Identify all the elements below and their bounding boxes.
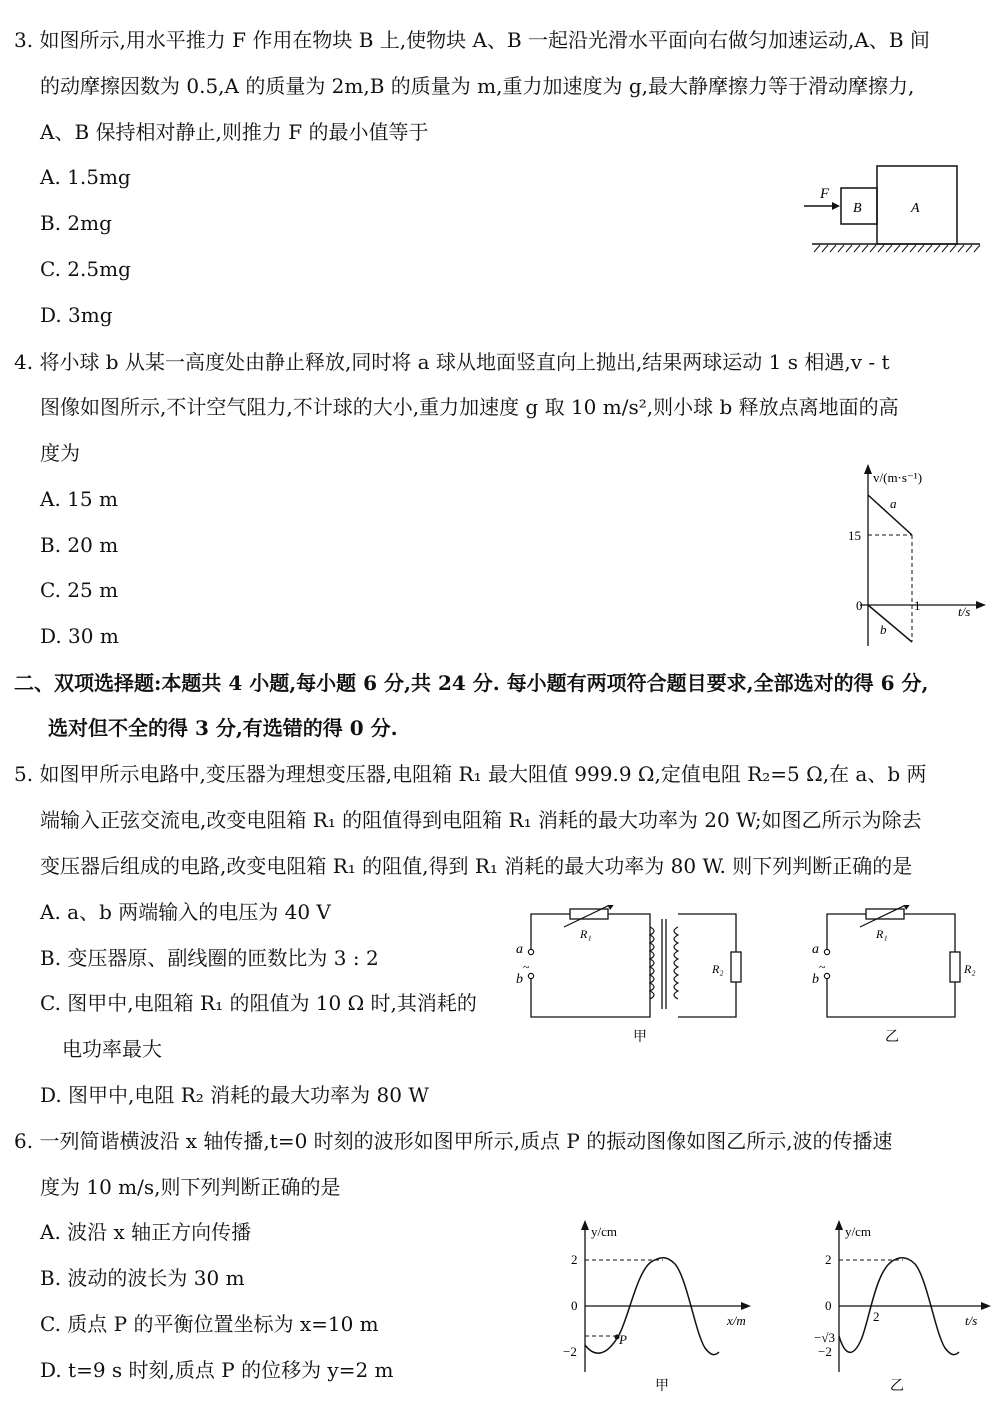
circuit-yi bbox=[812, 905, 976, 1045]
terminal-b bbox=[528, 973, 533, 978]
q4-option-a[interactable]: A. 15 m bbox=[40, 487, 118, 511]
jia-tick-2: 2 bbox=[571, 1252, 578, 1267]
q6-option-d[interactable]: D. t=9 s 时刻,质点 P 的位移为 y=2 m bbox=[40, 1358, 394, 1382]
resistor-box-r1 bbox=[570, 909, 608, 919]
r2-label-yi: R₂ bbox=[964, 962, 976, 976]
circuit-jia bbox=[516, 905, 741, 1045]
terminal-b-yi bbox=[824, 973, 829, 978]
yi-tick-2: 2 bbox=[825, 1252, 832, 1267]
q4-option-c[interactable]: C. 25 m bbox=[40, 578, 119, 602]
t-axis-label: t/s bbox=[958, 604, 971, 619]
q3-stem-line-1: 3. 如图所示,用水平推力 F 作用在物块 B 上,使物块 A、B 一起沿光滑水平面向右做匀加速运动,A、B 间 bbox=[14, 28, 930, 52]
q6-stem-line-1: 6. 一列简谐横波沿 x 轴传播,t=0 时刻的波形如图甲所示,质点 P 的振动图像如图乙所示,波的传播速 bbox=[14, 1129, 893, 1153]
r1-label: R₁ bbox=[580, 927, 592, 941]
q6-stem-line-2: 度为 10 m/s,则下列判断正确的是 bbox=[40, 1175, 341, 1199]
q4-stem-line-3: 度为 bbox=[40, 441, 80, 465]
q4-option-b[interactable]: B. 20 m bbox=[40, 533, 119, 557]
terminal-b-label-yi: b bbox=[812, 972, 819, 987]
yi-y-label: y/cm bbox=[845, 1224, 871, 1239]
resistor-box-r2-yi bbox=[950, 952, 960, 982]
line-b bbox=[868, 605, 912, 642]
ac-symbol-yi: ~ bbox=[819, 960, 826, 974]
q3-option-d[interactable]: D. 3mg bbox=[40, 303, 113, 327]
yi-tick-0: 0 bbox=[825, 1298, 832, 1313]
point-p-label: P bbox=[619, 1332, 627, 1347]
q5-option-c-continued: 电功率最大 bbox=[62, 1037, 162, 1061]
q3-option-a[interactable]: A. 1.5mg bbox=[40, 165, 131, 189]
caption-yi: 乙 bbox=[885, 1030, 899, 1045]
q6-option-b[interactable]: B. 波动的波长为 30 m bbox=[40, 1266, 245, 1290]
v-axis-label: v/(m·s⁻¹) bbox=[873, 470, 923, 485]
q6-option-a[interactable]: A. 波沿 x 轴正方向传播 bbox=[40, 1220, 252, 1244]
yi-tick-t2: 2 bbox=[873, 1309, 880, 1324]
q5-circuits-figure bbox=[500, 905, 985, 1050]
q3-stem-line-2: 的动摩擦因数为 0.5,A 的质量为 2m,B 的质量为 m,重力加速度为 g,最大静摩擦力等于滑动摩擦力, bbox=[40, 74, 915, 98]
q4-option-d[interactable]: D. 30 m bbox=[40, 624, 119, 648]
yi-tick-msqrt3: −√3 bbox=[814, 1330, 835, 1345]
q6-option-c[interactable]: C. 质点 P 的平衡位置坐标为 x=10 m bbox=[40, 1312, 379, 1336]
q5-option-b[interactable]: B. 变压器原、副线圈的匝数比为 3 : 2 bbox=[40, 946, 379, 970]
terminal-b-label: b bbox=[516, 972, 523, 987]
loop-yi bbox=[827, 914, 955, 1017]
wave-graph-jia bbox=[563, 1220, 751, 1394]
ground-hatching bbox=[814, 245, 980, 252]
resistor-box-r1-yi bbox=[866, 909, 904, 919]
q3-option-c[interactable]: C. 2.5mg bbox=[40, 257, 131, 281]
jia-tick-0: 0 bbox=[571, 1298, 578, 1313]
terminal-a-label: a bbox=[516, 942, 523, 957]
q4-stem-line-2: 图像如图所示,不计空气阻力,不计球的大小,重力加速度 g 取 10 m/s²,则小球 b 释放点离地面的高 bbox=[40, 395, 899, 419]
yi-x-label: t/s bbox=[965, 1313, 978, 1328]
ac-symbol: ~ bbox=[523, 960, 530, 974]
q3-option-b[interactable]: B. 2mg bbox=[40, 211, 112, 235]
q5-stem-line-1: 5. 如图甲所示电路中,变压器为理想变压器,电阻箱 R₁ 最大阻值 999.9 Ω,定值电阻 R₂=5 Ω,在 a、b 两 bbox=[14, 762, 927, 786]
terminal-a-label-yi: a bbox=[812, 942, 819, 957]
t-axis-arrow bbox=[976, 601, 986, 609]
q6-wave-graphs bbox=[555, 1212, 995, 1400]
q5-stem-line-2: 端输入正弦交流电,改变电阻箱 R₁ 的阻值得到电阻箱 R₁ 消耗的最大功率为 20 W;如图乙所示为除去 bbox=[40, 808, 922, 832]
r2-label: R₂ bbox=[712, 962, 724, 976]
block-a-label: A bbox=[911, 201, 920, 216]
label-b: b bbox=[880, 622, 887, 637]
force-arrow-head bbox=[832, 202, 840, 210]
jia-tick-m2: −2 bbox=[563, 1344, 577, 1359]
resistor-box-r2 bbox=[731, 952, 741, 982]
block-b-label: B bbox=[853, 201, 862, 216]
caption-jia-6: 甲 bbox=[655, 1379, 669, 1394]
r1-label-yi: R₁ bbox=[876, 927, 888, 941]
q4-stem-line-1: 4. 将小球 b 从某一高度处由静止释放,同时将 a 球从地面竖直向上抛出,结果两球运动 1 s 相遇,v - t bbox=[14, 350, 890, 374]
jia-y-label: y/cm bbox=[591, 1224, 617, 1239]
yi-tick-m2: −2 bbox=[818, 1344, 832, 1359]
tick-15: 15 bbox=[848, 528, 861, 543]
q5-option-a[interactable]: A. a、b 两端输入的电压为 40 V bbox=[40, 900, 331, 924]
caption-yi-6: 乙 bbox=[890, 1379, 904, 1394]
q5-option-d[interactable]: D. 图甲中,电阻 R₂ 消耗的最大功率为 80 W bbox=[40, 1083, 429, 1107]
jia-x-label: x/m bbox=[727, 1313, 746, 1328]
caption-jia: 甲 bbox=[633, 1030, 647, 1045]
q5-option-c[interactable]: C. 图甲中,电阻箱 R₁ 的阻值为 10 Ω 时,其消耗的 bbox=[40, 991, 477, 1015]
q4-vt-graph bbox=[840, 460, 990, 650]
q5-stem-line-3: 变压器后组成的电路,改变电阻箱 R₁ 的阻值,得到 R₁ 消耗的最大功率为 80 W. 则下列判断正确的是 bbox=[40, 854, 913, 878]
section2-heading-line-1: 二、双项选择题:本题共 4 小题,每小题 6 分,共 24 分. 每小题有两项符合题目要求,全部选对的得 6 分, bbox=[14, 671, 929, 695]
terminal-a bbox=[528, 949, 533, 954]
terminal-a-yi bbox=[824, 949, 829, 954]
label-a: a bbox=[890, 496, 897, 511]
secondary-coil bbox=[674, 927, 678, 999]
secondary-loop bbox=[678, 914, 736, 1017]
v-axis-arrow bbox=[864, 464, 872, 474]
tick-1: 1 bbox=[914, 598, 921, 613]
tick-0: 0 bbox=[856, 598, 863, 613]
wave-graph-yi bbox=[814, 1220, 991, 1394]
section2-heading-line-2: 选对但不全的得 3 分,有选错的得 0 分. bbox=[48, 716, 398, 740]
q3-stem-line-3: A、B 保持相对静止,则推力 F 的最小值等于 bbox=[40, 120, 429, 144]
force-label: F bbox=[820, 186, 830, 202]
q3-blocks-figure bbox=[800, 158, 990, 260]
